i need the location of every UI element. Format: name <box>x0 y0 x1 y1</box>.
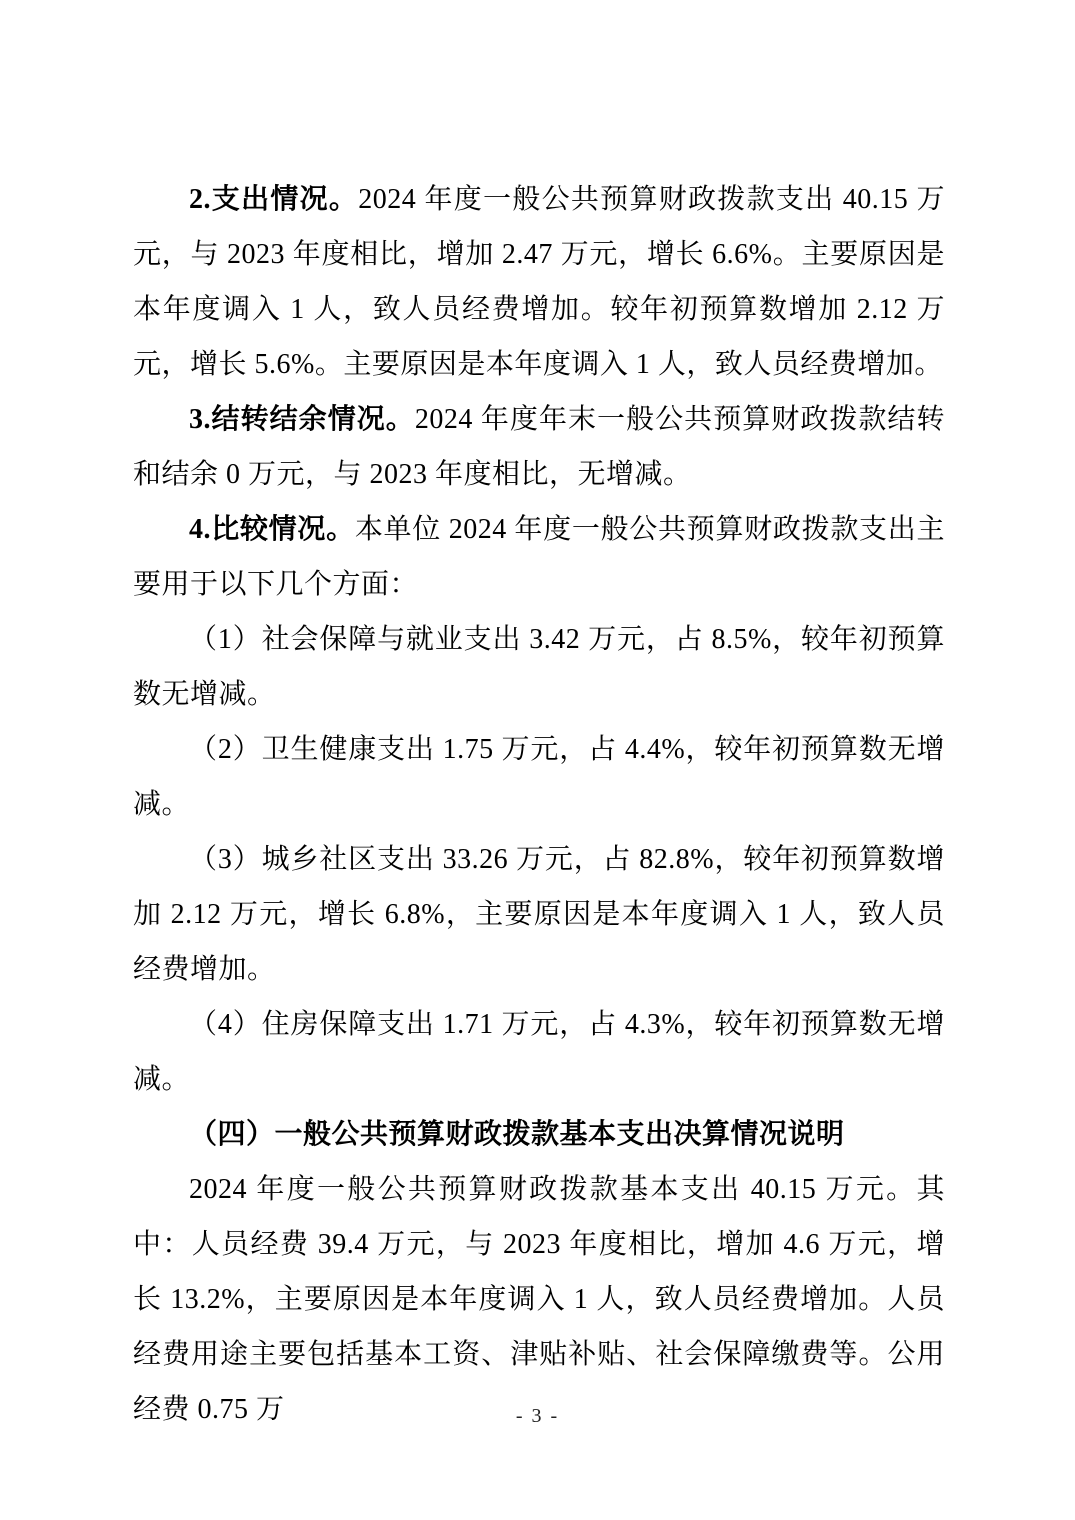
paragraph-4-comparison <box>133 502 945 612</box>
paragraph-2-expenditure-lead: 2.支出情况。 <box>189 184 359 215</box>
paragraph-basic-expenditure <box>133 1162 945 1437</box>
section-4-heading <box>133 1107 945 1162</box>
item-4-housing-security-body: （4）住房保障支出 1.71 万元，占 4.3%，较年初预算数无增减。 <box>133 1009 945 1095</box>
paragraph-4-comparison-lead: 4.比较情况。 <box>189 514 355 545</box>
paragraph-3-carryover-lead: 3.结转结余情况。 <box>189 404 415 435</box>
page-content <box>133 172 945 1437</box>
paragraph-3-carryover-body: 2024 年度年末一般公共预算财政拨款结转和结余 0 万元，与 2023 年度相比，无增减。 <box>133 404 945 490</box>
item-2-health <box>133 722 945 832</box>
item-1-social-security-employment <box>133 612 945 722</box>
paragraph-3-carryover <box>133 392 945 502</box>
item-3-urban-rural-community-body: （3）城乡社区支出 33.26 万元，占 82.8%，较年初预算数增加 2.12 万元，增长 6.8%，主要原因是本年度调入 1 人，致人员经费增加。 <box>133 844 945 985</box>
item-3-urban-rural-community <box>133 832 945 997</box>
item-2-health-body: （2）卫生健康支出 1.75 万元，占 4.4%，较年初预算数无增减。 <box>133 734 945 820</box>
section-4-heading-text: （四）一般公共预算财政拨款基本支出决算情况说明 <box>189 1119 845 1150</box>
paragraph-2-expenditure-body: 2024 年度一般公共预算财政拨款支出 40.15 万元，与 2023 年度相比，增加 2.47 万元，增长 6.6%。主要原因是本年度调入 1 人，致人员经费增加。较年初预算数增加 2.12 万元，增长 5.6%。主要原因是本年度调入 1 人，致人员经费增加。 <box>133 184 945 380</box>
paragraph-2-expenditure <box>133 172 945 392</box>
item-1-social-security-employment-body: （1）社会保障与就业支出 3.42 万元，占 8.5%，较年初预算数无增减。 <box>133 624 945 710</box>
page-number: - 3 - <box>515 1405 560 1427</box>
paragraph-4-comparison-body: 本单位 2024 年度一般公共预算财政拨款支出主要用于以下几个方面： <box>133 514 945 600</box>
paragraph-basic-expenditure-body: 2024 年度一般公共预算财政拨款基本支出 40.15 万元。其中：人员经费 39.4 万元，与 2023 年度相比，增加 4.6 万元，增长 13.2%，主要原因是本年度调入 1 人，致人员经费增加。人员经费用途主要包括基本工资、津贴补贴、社会保障缴费等。公用经费 0.75 万 <box>133 1174 945 1425</box>
item-4-housing-security <box>133 997 945 1107</box>
